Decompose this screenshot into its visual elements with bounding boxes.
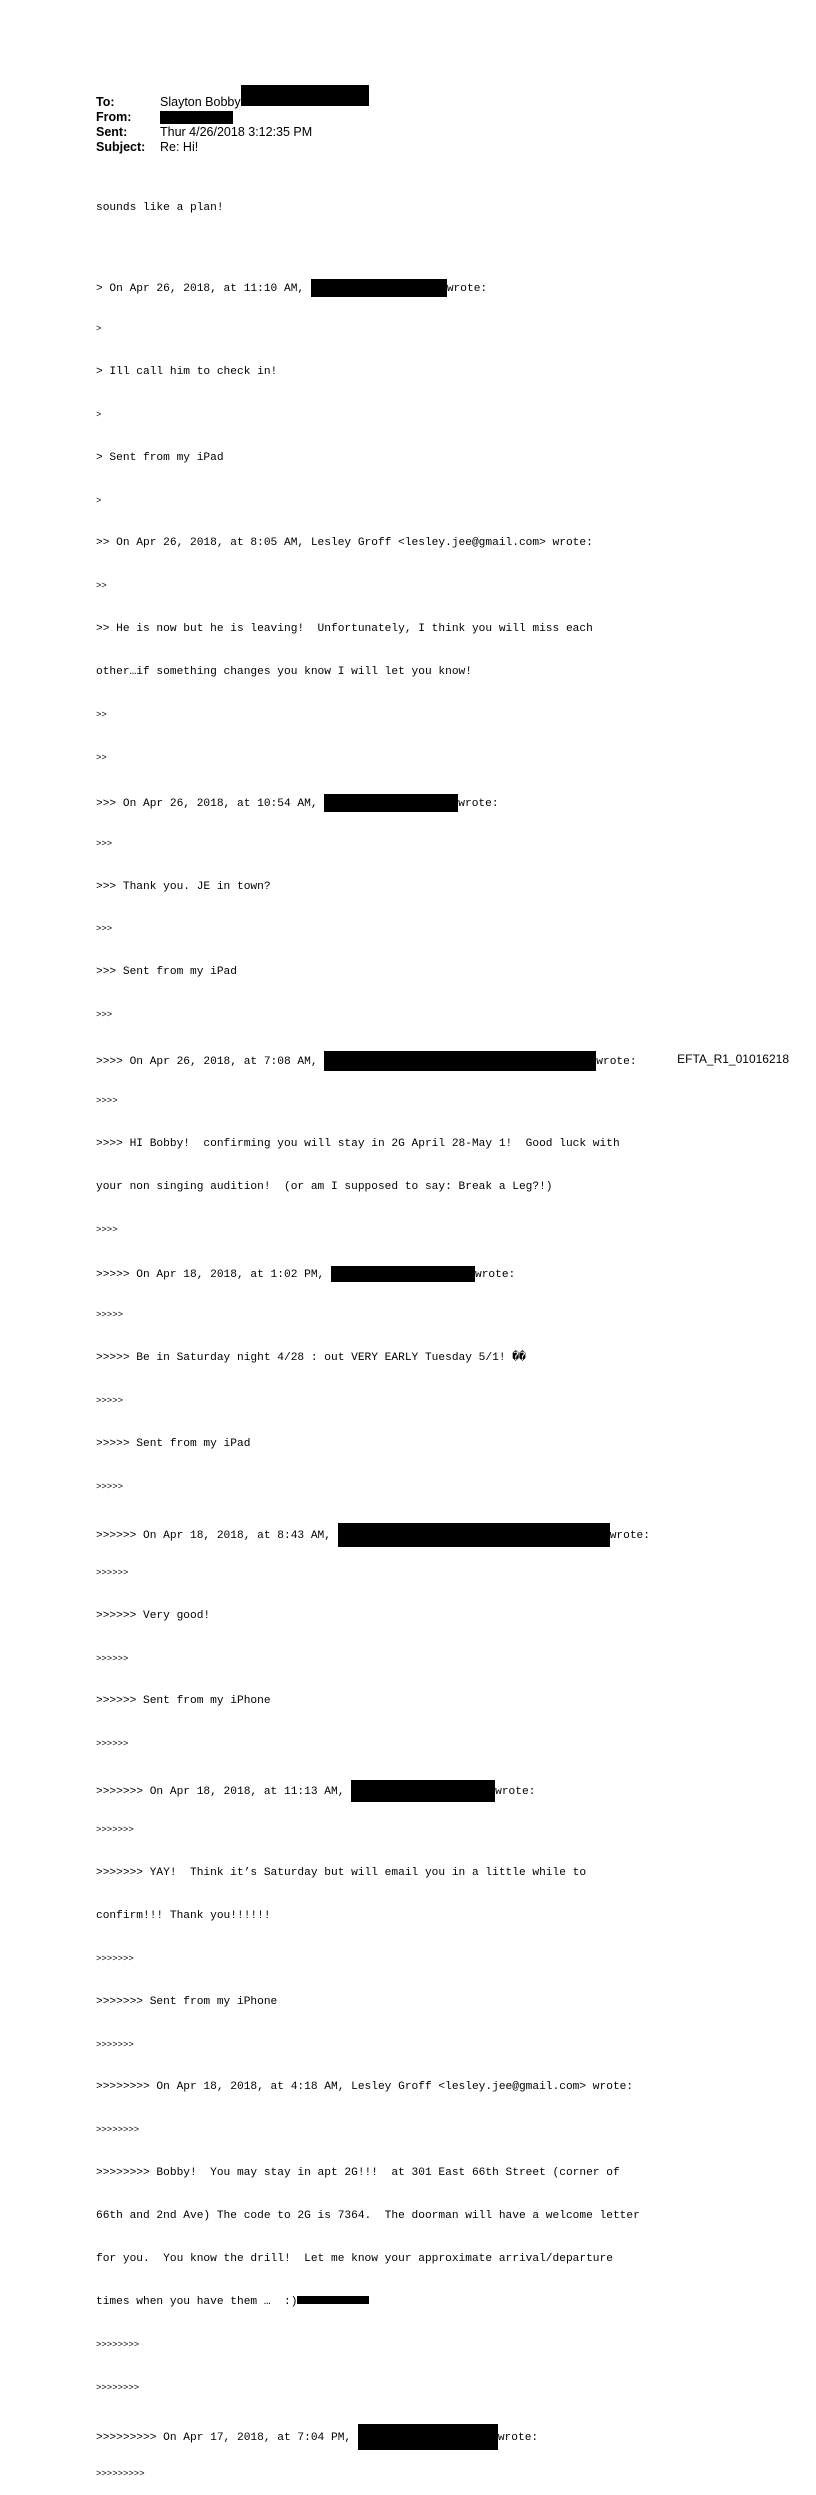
body-line: >>>>> [96, 1310, 124, 1321]
redaction-box [338, 1523, 610, 1547]
body-line: your non singing audition! (or am I supposed to say: Break a Leg?!) [96, 1180, 553, 1193]
body-line: >>>>>>>> [96, 2382, 140, 2393]
body-line: >>>> [96, 1096, 118, 1106]
body-line: >>>>>> [96, 1567, 129, 1578]
quote-header-line: >>>>>>> On Apr 18, 2018, at 11:13 AM, wrote: [96, 1780, 736, 1794]
body-line: times when you have them … :) [96, 2295, 736, 2309]
quote-header-line: >>>> On Apr 26, 2018, at 7:08 AM, wrote: [96, 1051, 736, 1065]
body-line: >>>>>>>> [96, 2339, 140, 2350]
redaction-box [358, 2424, 498, 2450]
redaction-box [160, 111, 233, 124]
body-line: for you. You know the drill! Let me know your approximate arrival/departure [96, 2253, 613, 2266]
body-line: >>>>>> Very good! [96, 1609, 211, 1622]
body-line: >>>>>> [96, 1739, 129, 1750]
body-line: sounds like a plan! [96, 201, 224, 214]
sent-label: Sent: [96, 125, 128, 139]
to-value [160, 95, 369, 110]
body-line: >>> [96, 1010, 113, 1021]
body-line: >>>>> Sent from my iPad [96, 1438, 251, 1451]
body-line: >>>>>> Sent from my iPhone [96, 1695, 271, 1708]
body-line: >>>>>>>> [96, 2125, 140, 2136]
body-line: >>>> [96, 1224, 118, 1235]
body-line: >>>>>>> [96, 1953, 134, 1964]
body-line: >>> Sent from my iPad [96, 966, 237, 979]
body-line: > Sent from my iPad [96, 451, 224, 464]
body-line: >>> [96, 924, 113, 935]
body-line: >>>>>>> YAY! Think it’s Saturday but will email you in a little while to [96, 1867, 587, 1880]
body-line: >> [96, 752, 107, 763]
subject-label: Subject: [96, 140, 146, 154]
body-line: >>> Thank you. JE in town? [96, 880, 271, 893]
quote-header-line: >>>>> On Apr 18, 2018, at 1:02 PM, wrote: [96, 1266, 736, 1280]
body-line: >>> [96, 838, 113, 849]
quote-header-line: >>>>>>>>> On Apr 17, 2018, at 7:04 PM, wrote: [96, 2424, 736, 2438]
body-line: > [96, 323, 102, 334]
body-line: >>>>>>> [96, 2039, 134, 2050]
redaction-box [351, 1780, 495, 1802]
body-line: >> [96, 581, 107, 592]
body-line: >>>>> [96, 1482, 124, 1493]
body-line: 66th and 2nd Ave) The code to 2G is 7364. The doorman will have a welcome letter [96, 2210, 640, 2223]
body-line: >>>>>>> [96, 1825, 134, 1836]
to-name: Slayton Bobby [160, 95, 241, 109]
email-body [96, 172, 736, 2495]
body-line: confirm!!! Thank you!!!!!! [96, 1909, 271, 1922]
body-line: >>>>>>> Sent from my iPhone [96, 1995, 278, 2008]
body-line: >> [96, 709, 107, 720]
body-line: >>>> HI Bobby! confirming you will stay in 2G April 28-May 1! Good luck with [96, 1137, 620, 1150]
to-label: To: [96, 95, 115, 109]
redaction-box [311, 279, 447, 297]
body-line: > [96, 495, 102, 506]
redaction-box [324, 794, 458, 812]
body-line: >>>>>>>> Bobby! You may stay in apt 2G!!! at 301 East 66th Street (corner of [96, 2167, 620, 2180]
redaction-box [241, 85, 369, 106]
sent-value: Thur 4/26/2018 3:12:35 PM [160, 125, 313, 139]
quote-header-line: > On Apr 26, 2018, at 11:10 AM, wrote: [96, 279, 736, 293]
body-line: >> He is now but he is leaving! Unfortunately, I think you will miss each [96, 623, 593, 636]
body-line: > Ill call him to check in! [96, 365, 278, 378]
quote-header-line: >>>>>>>> On Apr 18, 2018, at 4:18 AM, Lesley Groff <lesley.jee@gmail.com> wrote: [96, 2081, 634, 2094]
quote-header-line: >>>>>> On Apr 18, 2018, at 8:43 AM, wrote: [96, 1523, 736, 1537]
body-line: other…if something changes you know I will let you know! [96, 666, 472, 679]
redaction-box [324, 1051, 596, 1071]
body-line: >>>>>>>>> [96, 2468, 145, 2479]
subject-value: Re: Hi! [160, 140, 199, 154]
redaction-box [331, 1266, 475, 1282]
body-line: >>>>>> [96, 1653, 129, 1664]
from-value [160, 110, 233, 125]
redaction-box [297, 2296, 369, 2304]
document-id: EFTA_R1_01016218 [677, 1052, 789, 1066]
from-label: From: [96, 110, 132, 124]
quote-header-line: >>> On Apr 26, 2018, at 10:54 AM, wrote: [96, 794, 736, 808]
body-line: >>>>> [96, 1396, 124, 1407]
quote-header-line: >> On Apr 26, 2018, at 8:05 AM, Lesley Groff <lesley.jee@gmail.com> wrote: [96, 537, 593, 550]
body-line: >>>>> Be in Saturday night 4/28 : out VERY EARLY Tuesday 5/1! �� [96, 1352, 526, 1365]
body-line: > [96, 409, 102, 420]
